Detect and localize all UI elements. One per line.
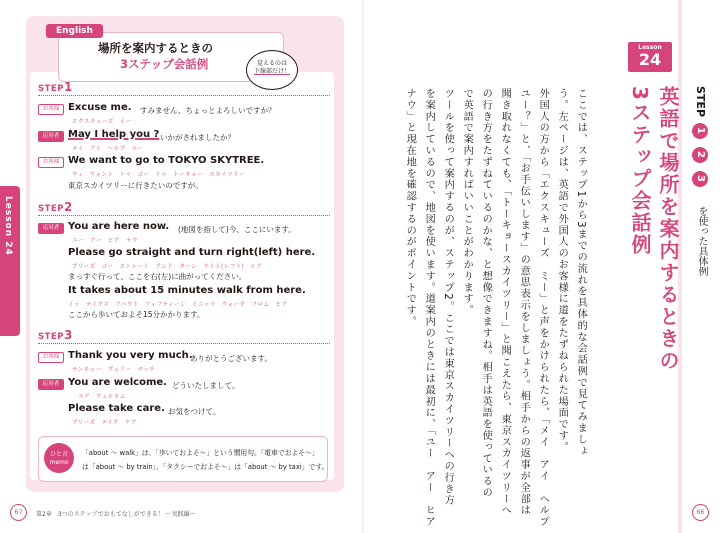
step2-line1-english: You are here now. <box>68 221 170 232</box>
step3-rule <box>38 343 330 344</box>
step2-rule <box>38 215 330 216</box>
step1-line3-japanese: 東京スカイツリーに行きたいのですが。 <box>68 181 203 190</box>
memorize-hint-bubble <box>246 50 298 90</box>
book-gutter <box>362 0 364 533</box>
chapter-footer: 第2章 3つのステップでおもてなしができる！ ～実践編～ <box>36 511 196 518</box>
role-badge-staff: 応対者 <box>38 379 64 390</box>
step3-word: STEP <box>38 332 64 342</box>
lesson-word: Lesson <box>638 44 662 51</box>
step1-line3-kana: ウィ ウォント トゥ ゴー トゥ トーキョー スカイツリー <box>72 172 246 178</box>
step3-line2-japanese: どういたしまして。 <box>172 381 240 390</box>
step3-line1-japanese: ありがとうございます。 <box>190 354 272 363</box>
step2-line1-japanese: (地図を指して)今、ここにいます。 <box>178 225 296 234</box>
step2-line2-japanese: まっすぐ行って、ここを右(左)に曲がってください。 <box>68 272 247 281</box>
step-suffix: を使った具体例 <box>696 206 707 276</box>
step1-line1-kana: エクスキューズ ミー <box>72 119 132 125</box>
card-title-line2: 3ステップ会話例 <box>120 57 209 71</box>
step1-line1-english: Excuse me. <box>68 102 132 113</box>
step-heading <box>692 86 708 189</box>
step1-word: STEP <box>38 84 64 94</box>
page-number-right: 66 <box>692 504 709 521</box>
memo-line1: 「about ～ walk」は、「歩いておよそ～」という慣用句。「電車でおよそ～」 <box>82 449 319 457</box>
body-column-8: ツールを使って案内するのが、ステップ2。ここでは東京スカイツリーへの行き方 <box>442 88 454 507</box>
step-word: STEP <box>694 86 707 118</box>
step3-line3-english: Please take care. <box>68 403 165 414</box>
step3-label <box>38 328 73 342</box>
step3-line3-kana: プリーズ テイク ケア <box>72 420 138 426</box>
card-title-line1: 場所を案内するときの <box>98 41 213 55</box>
role-badge-staff: 応対者 <box>38 223 64 234</box>
lesson-side-tab <box>0 186 20 336</box>
step1-rule <box>38 95 330 96</box>
step2-word: STEP <box>38 204 64 214</box>
step3-line3-japanese: お気をつけて。 <box>168 407 221 416</box>
body-column-4: ユー？」と、「お手伝いします」の意思表示をしましょう。相手からの返事が全部は <box>518 88 530 517</box>
lesson-number: 24 <box>638 50 662 69</box>
step2-line2-kana: プリーズ ゴー ストレート アンド ターン ライト(レフト) ヒア <box>72 264 263 270</box>
step1-number: 1 <box>63 80 73 94</box>
step-circle-2: 2 <box>692 147 708 163</box>
step3-line1-english: Thank you very much. <box>68 350 193 361</box>
step-circle-3: 3 <box>692 171 708 187</box>
page-title-line1: 英語で場所を案内するときの <box>656 86 680 372</box>
step1-line1-japanese: すみません、ちょっとよろしいですか？ <box>140 106 276 115</box>
step1-label <box>38 80 73 94</box>
body-column-3: 外国人の方から「エクスキューズ ミー」と声をかけられたら、「メイ アイ ヘルプ <box>537 88 549 528</box>
body-column-7: で英語で案内すればいいことがわかります。 <box>461 88 473 316</box>
lesson-number-box <box>628 42 672 72</box>
body-column-2 <box>556 88 566 453</box>
memo-badge <box>44 443 74 473</box>
lesson-side-tab-label: Lesson 24 <box>3 196 13 256</box>
step2-line3-japanese: ここから歩いておよそ15分かかります。 <box>68 310 205 319</box>
body-column-6: の行き方をたずねているのかな、と想像できますね。相手は英語を使っているの <box>480 88 492 499</box>
role-badge-customer: お客様 <box>38 352 64 363</box>
memo-badge-line2: memo <box>49 458 69 466</box>
step2-line1-kana: ユー アー ヒア ナウ <box>72 238 138 244</box>
step2-number: 2 <box>63 200 73 214</box>
role-badge-customer: お客様 <box>38 157 64 168</box>
step1-line2-japanese: いかがされましたか？ <box>160 133 235 142</box>
step-circle-1: 1 <box>692 123 708 139</box>
page-number-left: 67 <box>10 504 27 521</box>
memo-line2: は「about ～ by train」、「タクシーでおよそ～」は「about ～ by taxi」です。 <box>82 463 329 471</box>
bubble-line1: 覚えるのは <box>256 60 287 67</box>
step1-line2-english: May I help you ? <box>68 129 160 140</box>
memo-badge-line1: ひと言 <box>49 451 68 458</box>
step2-line2-english: Please go straight and turn right(left) here. <box>68 247 316 258</box>
step3-line1-kana: サンキュー ヴェリー マッチ <box>72 367 156 373</box>
step1-line2-kana: メイ アイ ヘルプ ユー <box>72 146 144 152</box>
step2-label <box>38 200 73 214</box>
step2-line3-english: It takes about 15 minutes walk from here. <box>68 285 306 296</box>
bubble-line2: 下線部だけ！ <box>253 68 290 76</box>
body-column-5: 聞き取れなくても、「トーキョースカイツリー」と聞こえたら、東京スカイツリーへ <box>499 88 511 517</box>
memo-box <box>38 436 328 482</box>
role-badge-customer: お客様 <box>38 104 64 115</box>
body-column-2-text: う。左ページは、英語で外国人のお客様に道をたずねられた場面です。 <box>556 88 568 453</box>
step3-line2-english: You are welcome. <box>68 377 167 388</box>
body-column-10: ナウ」と現在地を確認するのがポイントです。 <box>404 88 416 328</box>
page-title-line2: 3ステップ会話例 <box>628 86 652 256</box>
step3-number: 3 <box>63 328 73 342</box>
step2-line3-kana: イッ テイクス アバウト フィフティーン ミニッツ ウォーク フロム ヒア <box>68 302 288 308</box>
step3-line2-kana: ユア ウェルカム <box>78 394 126 400</box>
body-column-1: ここでは、ステップ1から3までの流れを具体的な会話例で見てみましょ <box>575 88 587 457</box>
step1-line3-english: We want to go to TOKYO SKYTREE. <box>68 155 265 166</box>
role-badge-staff: 応対者 <box>38 131 64 142</box>
english-tag: English <box>46 24 103 38</box>
body-column-9: を案内しているので、地図を使います。道案内のときには最初に、「ユー アー ヒア <box>423 88 435 528</box>
